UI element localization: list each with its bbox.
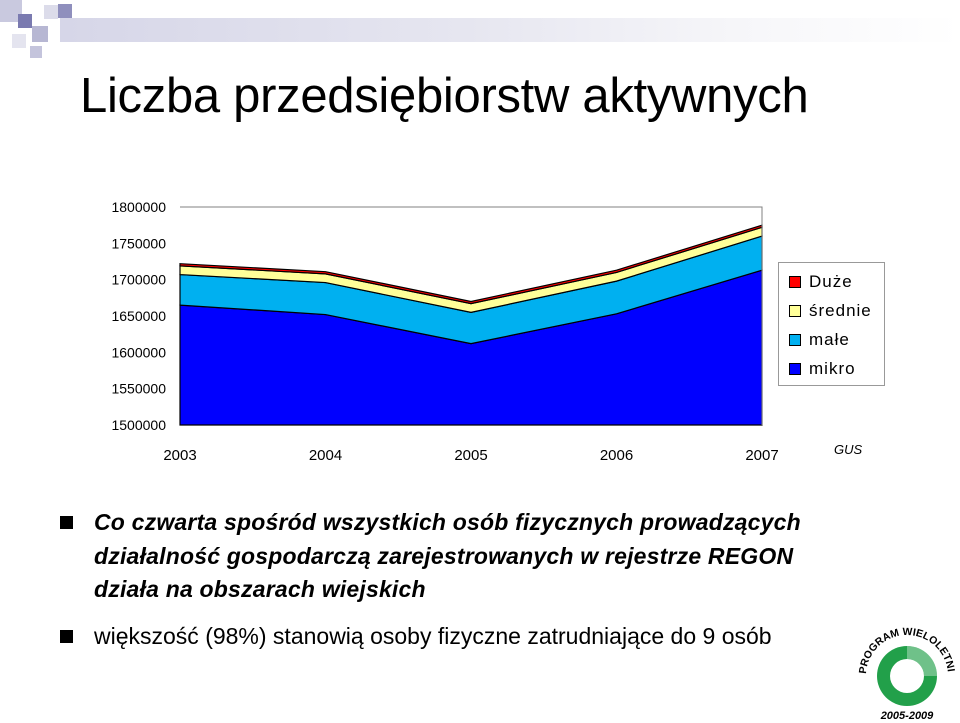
legend-swatch bbox=[789, 276, 801, 288]
legend-label: średnie bbox=[809, 301, 872, 320]
x-tick-label: 2004 bbox=[308, 447, 343, 464]
logo-years-text: 2005-2009 bbox=[880, 710, 934, 722]
legend-label: Duże bbox=[809, 272, 853, 291]
y-tick-label: 1800000 bbox=[111, 199, 166, 215]
x-tick-label: 2007 bbox=[745, 447, 779, 464]
legend-item bbox=[789, 300, 872, 322]
source-label: GUS bbox=[834, 442, 863, 457]
legend-swatch bbox=[789, 363, 801, 375]
chart-legend bbox=[778, 262, 885, 386]
x-tick-label: 2006 bbox=[599, 447, 634, 464]
legend-label: małe bbox=[809, 330, 850, 349]
legend-swatch bbox=[789, 334, 801, 346]
x-tick-label: 2003 bbox=[163, 447, 197, 464]
y-tick-label: 1550000 bbox=[111, 380, 166, 397]
y-tick-label: 1650000 bbox=[111, 308, 166, 324]
legend-item bbox=[789, 358, 856, 380]
program-logo bbox=[852, 618, 960, 723]
x-tick-label: 2005 bbox=[454, 447, 488, 464]
logo-arc-text: PROGRAM WIELOLETNI bbox=[856, 625, 957, 675]
bullet-square-icon bbox=[60, 516, 73, 529]
page-title: Liczba przedsiębiorstw aktywnych bbox=[80, 69, 809, 123]
y-tick-label: 1500000 bbox=[111, 417, 166, 433]
y-tick-label: 1750000 bbox=[111, 235, 166, 252]
legend-label: mikro bbox=[809, 359, 856, 378]
y-tick-label: 1700000 bbox=[111, 271, 166, 288]
legend-item bbox=[789, 329, 850, 351]
y-tick-label: 1600000 bbox=[111, 344, 166, 361]
legend-swatch bbox=[789, 305, 801, 317]
bullet-text: większość (98%) stanowią osoby fizyczne zatrudniające do 9 osób bbox=[94, 623, 772, 649]
bullet-square-icon bbox=[60, 630, 73, 643]
legend-item bbox=[789, 271, 853, 293]
bullet-text: Co czwarta spośród wszystkich osób fizycznych prowadzących działalność gospodarczą zarejestrowanych w rejestrze REGON działa na obszarach wiejskich bbox=[94, 509, 801, 602]
